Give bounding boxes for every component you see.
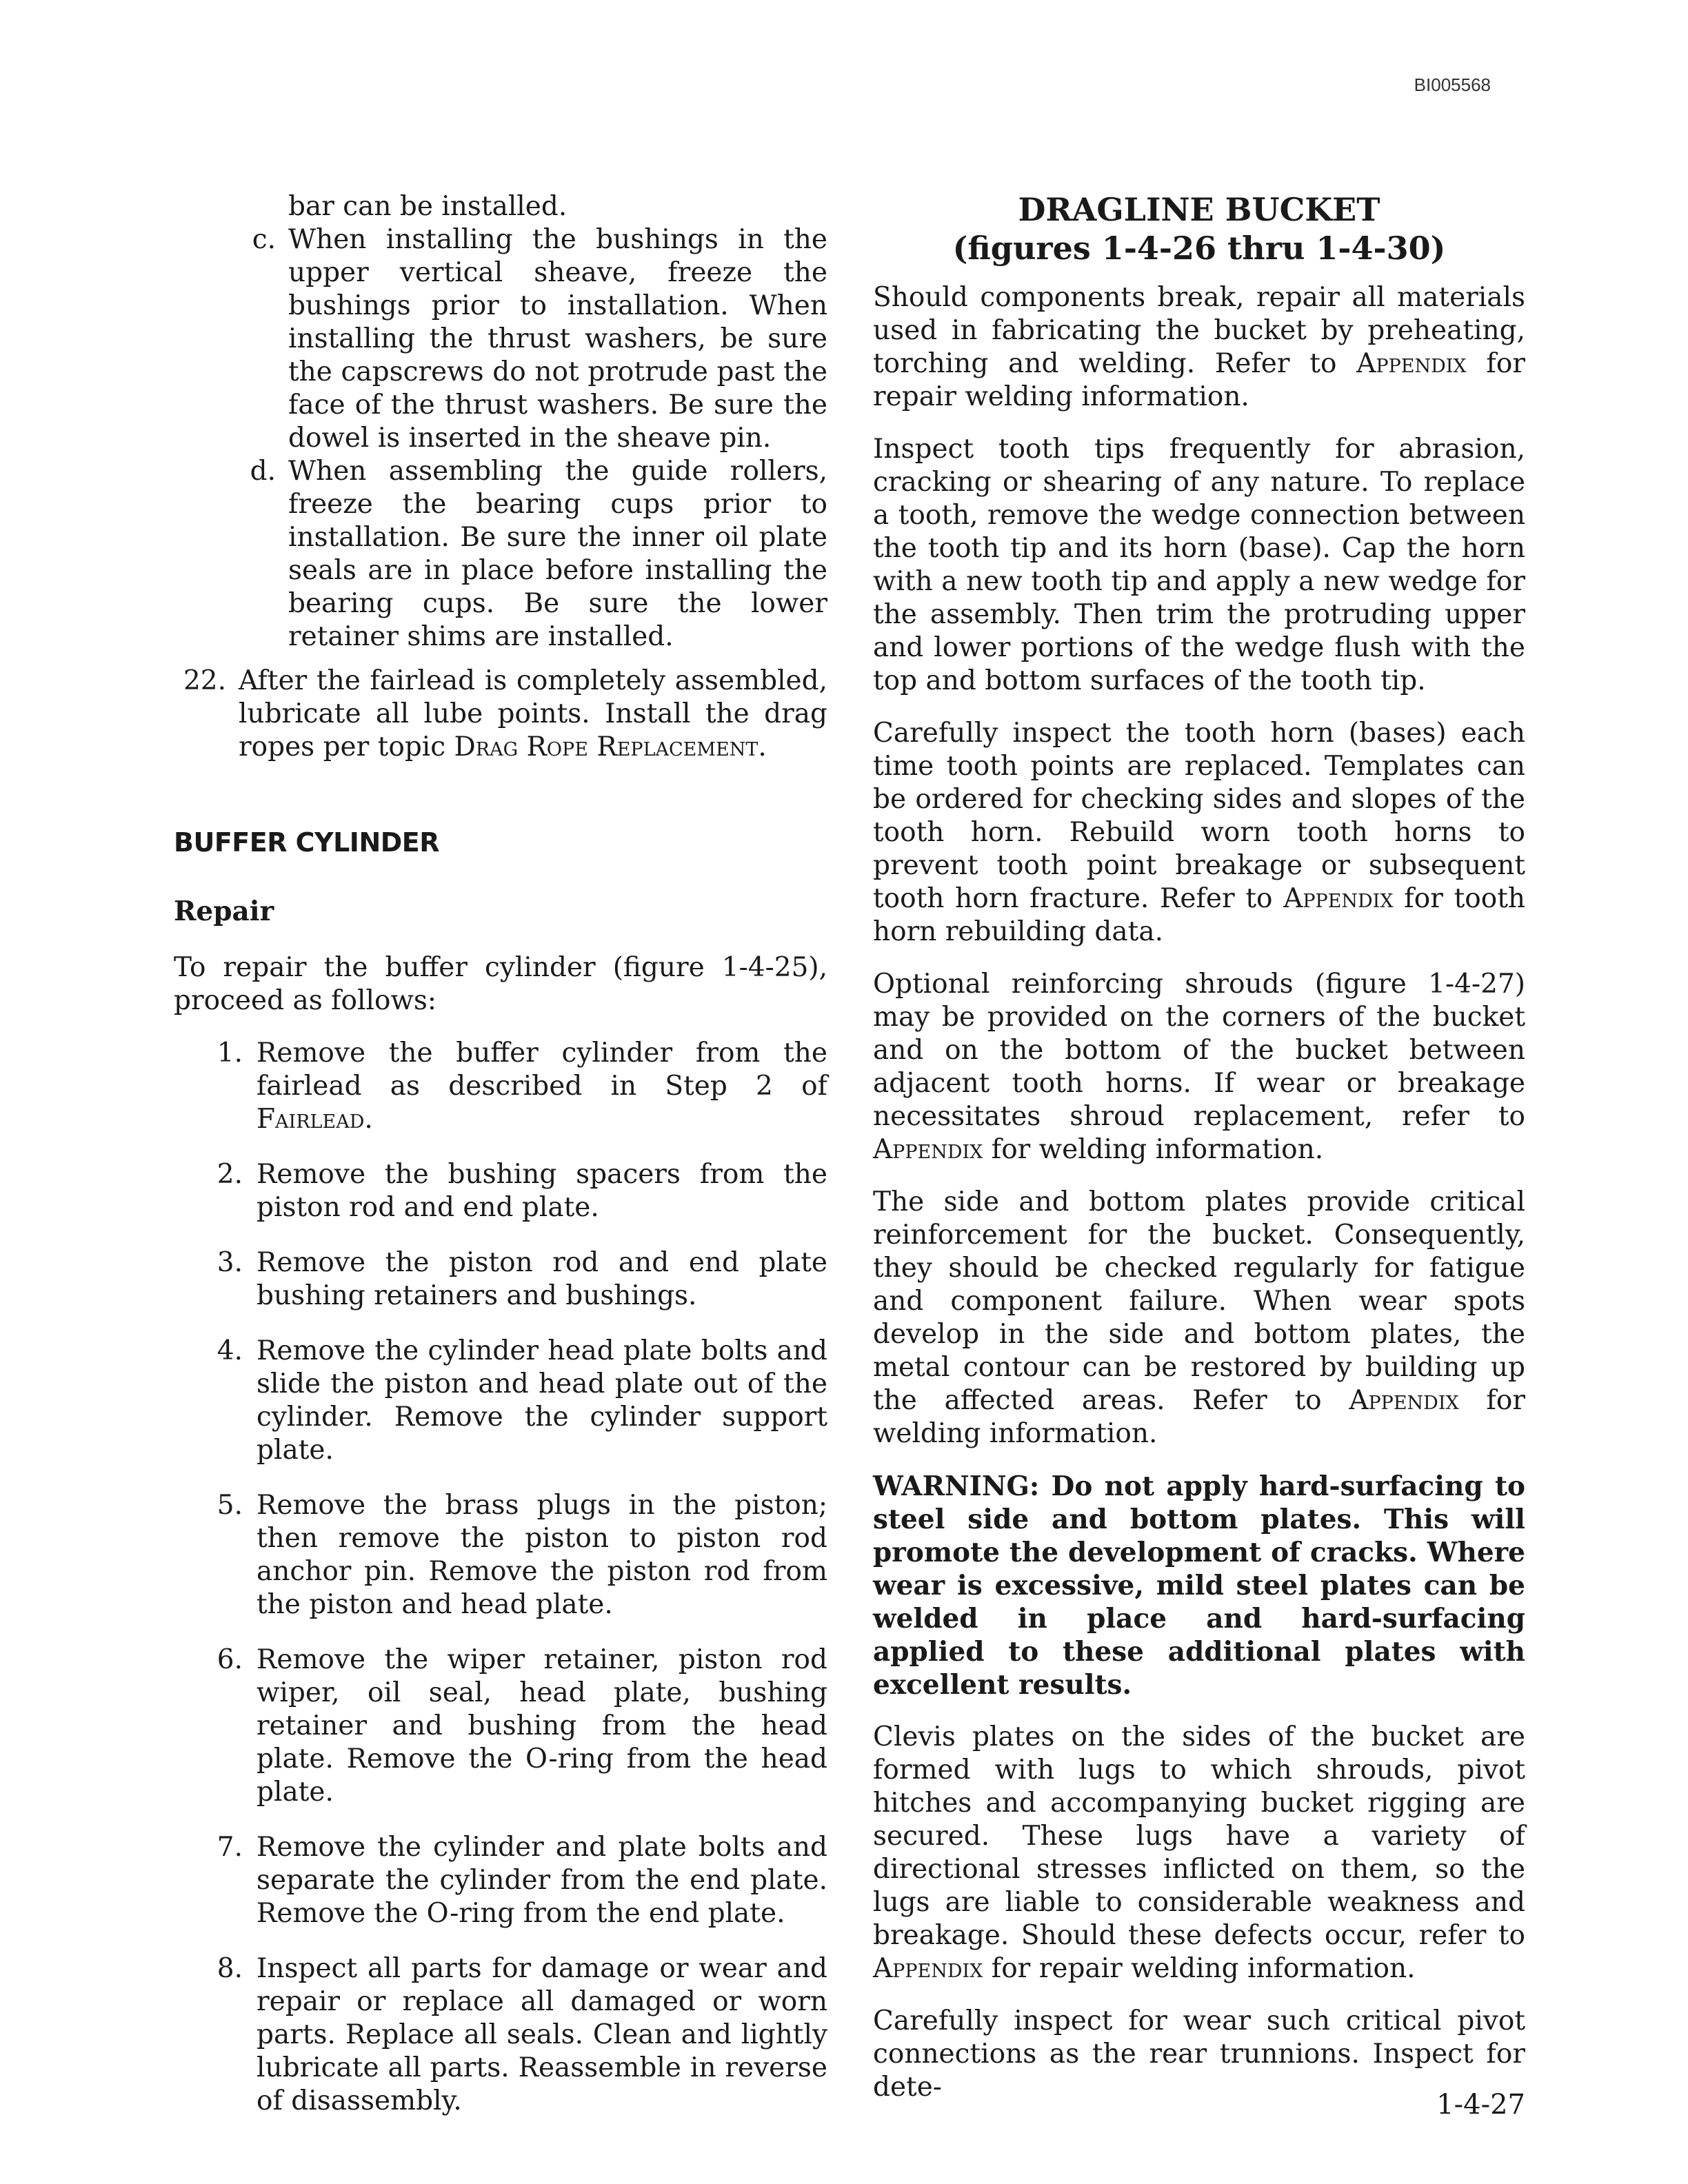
- list-item: [174, 1037, 827, 1136]
- appendix-reference: Appendix: [1283, 883, 1394, 914]
- paragraph-text: for tooth horn rebuilding data.: [873, 883, 1525, 947]
- paragraph-text: Carefully inspect the tooth horn (bases) each time tooth points are replaced. Templates can be ordered for checking sides and slopes of the tooth horn. Rebuild worn tooth horns to prevent tooth point breakage or subsequent tooth horn fracture. Refer to: [873, 718, 1525, 914]
- section-title-figures: (figures 1-4-26 thru 1-4-30): [952, 230, 1446, 267]
- step-text: Remove the piston rod and end plate bushing retainers and bushings.: [257, 1247, 827, 1311]
- step-text-body: Remove the buffer cylinder from the fairlead as described in Step 2 of: [257, 1038, 827, 1102]
- appendix-reference: Appendix: [873, 1134, 983, 1165]
- document-id: BI005568: [1414, 74, 1491, 95]
- step-number: 22.: [183, 665, 226, 696]
- sub-item-text: When installing the bushings in the upper vertical sheave, freeze the bushings prior to installation. When installing the thrust washers, be sure the capscrews do not protrude past the face of the thrust washers. Be sure the dowel is inserted in the sheave pin.: [288, 224, 827, 454]
- step-number: 4.: [217, 1335, 243, 1366]
- paragraph-components-break: [873, 281, 1525, 414]
- continuation-text: bar can be installed.: [288, 191, 567, 222]
- step-22: [174, 665, 827, 764]
- paragraph-text: Optional reinforcing shrouds (figure 1-4-27) may be provided on the corners of the bucket and on the bottom of the bucket between adjacent tooth horns. If wear or breakage necessitates shroud replacement, refer to: [873, 969, 1525, 1132]
- step-number: 7.: [217, 1832, 243, 1863]
- list-item: [174, 1158, 827, 1224]
- step-text: Remove the cylinder head plate bolts and slide the piston and head plate out of the cylinder. Remove the cylinder support plate.: [257, 1335, 827, 1466]
- paragraph-tooth-horn: [873, 717, 1525, 949]
- paragraph-text: Clevis plates on the sides of the bucket are formed with lugs to which shrouds, pivot hitches and accompanying bucket rigging are secured. These lugs have a variety of directional stresses inflicted on them, so the lugs are liable to considerable weakness and breakage. Should these defects occur, refer to: [873, 1721, 1525, 1951]
- step-number: 6.: [217, 1644, 243, 1675]
- step-text-end: .: [364, 1104, 373, 1135]
- sub-item-label: d.: [250, 456, 276, 487]
- section-title-line: DRAGLINE BUCKET: [1018, 191, 1380, 228]
- step-number: 8.: [217, 1953, 243, 1984]
- appendix-reference: Appendix: [1356, 348, 1467, 379]
- sub-item-text: When assembling the guide rollers, freeze the bearing cups prior to installation. Be sure the inner oil plate seals are in place before installing the bearing cups. Be sure the lower retainer shims are installed.: [288, 456, 827, 652]
- appendix-reference: Appendix: [873, 1953, 983, 1984]
- step-text: Remove the bushing spacers from the piston rod and end plate.: [257, 1159, 827, 1223]
- list-item: [174, 1335, 827, 1467]
- right-column: [873, 190, 1525, 2104]
- paragraph-shrouds: [873, 968, 1525, 1166]
- paragraph-text: for welding information.: [983, 1134, 1324, 1165]
- appendix-reference: Appendix: [1349, 1385, 1459, 1416]
- paragraph-clevis-plates: [873, 1721, 1525, 1985]
- paragraph-text: The side and bottom plates provide critical reinforcement for the bucket. Consequently, they should be checked regularly for fatigue and component failure. When wear spots develop in the side and bottom plates, the metal contour can be restored by building up the affected areas. Refer to: [873, 1186, 1525, 1416]
- paragraph-text: for repair welding information.: [983, 1953, 1416, 1984]
- paragraph-text: for welding information.: [873, 1385, 1525, 1449]
- list-item: [174, 1831, 827, 1930]
- section-title-dragline-bucket: [873, 190, 1525, 267]
- step-text: Remove the wiper retainer, piston rod wiper, oil seal, head plate, bushing retainer and bushing from the head plate. Remove the O-ring from the head plate.: [257, 1644, 827, 1808]
- step-number: 2.: [217, 1159, 243, 1190]
- repair-steps-list: [174, 1037, 827, 2118]
- repair-intro: To repair the buffer cylinder (figure 1-4-25), proceed as follows:: [174, 952, 827, 1016]
- page-number: 1-4-27: [1436, 2089, 1525, 2121]
- step-text: Remove the brass plugs in the piston; then remove the piston to piston rod anchor pin. Remove the piston rod from the piston and head plate.: [257, 1490, 827, 1620]
- step-text: [257, 1037, 827, 1136]
- sub-item-d: [174, 455, 827, 654]
- list-item: [174, 1644, 827, 1809]
- step-text: Inspect all parts for damage or wear and repair or replace all damaged or worn parts. Replace all seals. Clean and lightly lubricate all parts. Reassemble in reverse of disassembly.: [257, 1953, 827, 2116]
- paragraph-text: Should components break, repair all materials used in fabricating the bucket by preheating, torching and welding. Refer to: [873, 282, 1525, 379]
- sub-item-label: c.: [252, 224, 276, 255]
- topic-reference: Fairlead: [257, 1104, 365, 1135]
- section-title-buffer-cylinder: BUFFER CYLINDER: [174, 827, 440, 858]
- warning-note: WARNING: Do not apply hard-surfacing to steel side and bottom plates. This will promote the development of cracks. Where wear is excessive, mild steel plates can be welded in place and hard-surfacing applied to these additional plates with excellent results.: [873, 1470, 1525, 1701]
- step-text-end: .: [758, 731, 767, 762]
- left-column: [174, 190, 827, 2118]
- paragraph-text: for repair welding information.: [873, 348, 1525, 412]
- list-item: [174, 1246, 827, 1313]
- step-text: Remove the cylinder and plate bolts and separate the cylinder from the end plate. Remove the O-ring from the end plate.: [257, 1832, 827, 1929]
- paragraph-tooth-tips: Inspect tooth tips frequently for abrasion, cracking or shearing of any nature. To replace a tooth, remove the wedge connection between the tooth tip and its horn (base). Cap the horn with a new tooth tip and apply a new wedge for the assembly. Then trim the protruding upper and lower portions of the wedge flush with the top and bottom surfaces of the tooth tip.: [873, 434, 1525, 696]
- list-item: [174, 1489, 827, 1621]
- step-text: [239, 665, 827, 764]
- step-number: 1.: [217, 1038, 243, 1069]
- paragraph-side-bottom-plates: [873, 1186, 1525, 1450]
- topic-reference: Drag Rope Replacement: [454, 731, 758, 762]
- step-number: 5.: [217, 1490, 243, 1521]
- step-text-body: After the fairlead is completely assembled, lubricate all lube points. Install the drag ropes per topic: [239, 665, 827, 762]
- paragraph-pivot-connections: Carefully inspect for wear such critical pivot connections as the rear trunnions. Inspect for dete-: [873, 2005, 1525, 2103]
- list-item: [174, 1952, 827, 2118]
- sub-item-c: [174, 223, 827, 455]
- subsection-title-repair: Repair: [174, 896, 274, 927]
- step-number: 3.: [217, 1247, 243, 1278]
